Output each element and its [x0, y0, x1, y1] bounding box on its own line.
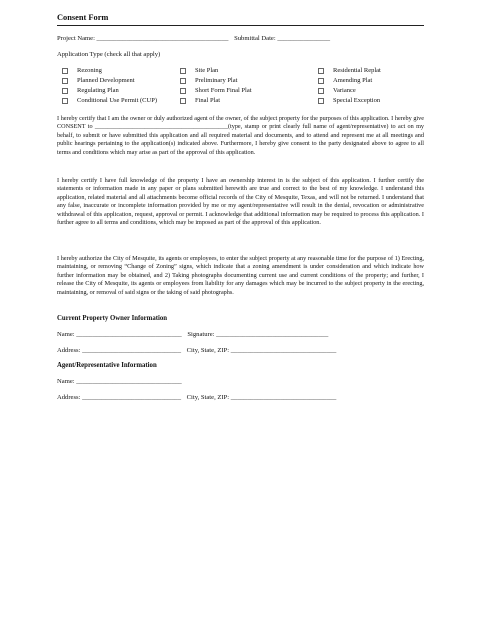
option-regulating-plan[interactable] [62, 86, 157, 96]
owner-address-field[interactable]: Address: ______________________________ [57, 347, 181, 354]
option-label: Rezoning [77, 67, 102, 74]
application-type-column-1 [62, 66, 157, 106]
authorization-paragraph: I hereby authorize the City of Mesquite, its agents or employees, to enter the subject property at any reasonable time for the purpose of 1) Erecting, maintaining, or removing “Change of Zoning” signs, which indicate that a zoning amendment is under consideration and which indicate how further information may be obtained, and 2) Taking photographs documenting current use and current conditions of the property; and further, I release the City of Mesquite, its agents or employees from liability for any damages which may be incurred to the subject property in the erecting, maintaining, or removal of said signs or the taking of said photographs. [57, 255, 424, 296]
agent-row-2 [57, 394, 336, 402]
option-label: Amending Plat [333, 77, 373, 84]
option-label: Special Exception [333, 97, 381, 104]
option-planned-development[interactable] [62, 76, 157, 86]
checkbox[interactable] [62, 68, 68, 74]
checkbox[interactable] [180, 68, 186, 74]
option-residential-replat[interactable] [318, 66, 381, 76]
option-label: Site Plan [195, 67, 219, 74]
option-label: Preliminary Plat [195, 77, 238, 84]
application-type-column-3 [318, 66, 381, 106]
checkbox[interactable] [318, 68, 324, 74]
title-bar [57, 13, 424, 26]
checkbox[interactable] [318, 88, 324, 94]
option-label: Regulating Plan [77, 87, 119, 94]
option-short-form-final-plat[interactable] [180, 86, 252, 96]
owner-name-field[interactable]: Name: ________________________________ [57, 331, 182, 338]
checkbox[interactable] [62, 88, 68, 94]
option-label: Short Form Final Plat [195, 87, 252, 94]
checkbox[interactable] [62, 98, 68, 104]
agent-name-field[interactable]: Name: ________________________________ [57, 378, 182, 385]
option-preliminary-plat[interactable] [180, 76, 252, 86]
application-type-label: Application Type (check all that apply) [57, 51, 161, 58]
certification-paragraph: I hereby certify I have full knowledge of the property I have an ownership interest in is the subject of this application. I further certify the statements or information made in any paper or plans submitted herewith are true and correct to the best of my knowledge. I understand this application, related material and all attachments become official records of the City of Mesquite, Texas, and will not be returned. I understand that any false, inaccurate or incomplete information provided by me or my agent/representative will result in the denial, revocation or administrative withdrawal of this application, request, approval or permit. I acknowledge that additional information may be required to process this application. I further agree to all terms and conditions, which may be imposed as part of the approval of this application. [57, 177, 424, 227]
option-label: Variance [333, 87, 356, 94]
project-name-field[interactable]: Project Name: ________________________________________ [57, 35, 229, 42]
checkbox[interactable] [180, 88, 186, 94]
project-info-row [57, 35, 330, 43]
consent-paragraph: I hereby certify that I am the owner or duly authorized agent of the owner, of the subject property for the purposes of this application. I hereby give CONSENT to ___________________________________________(type, stamp or print clearly full name of agent/representative) to act on my behalf, to submit or have submitted this application and all required material and documents, and to attend and represent me at all meetings and public hearings pertaining to the application(s) indicated above. Furthermore, I hereby give consent to the party designated above to agree to all terms and conditions which may arise as part of the approval of this application. [57, 115, 424, 156]
option-label: Residential Replat [333, 67, 381, 74]
agent-address-field[interactable]: Address: ______________________________ [57, 394, 181, 401]
agent-section-heading: Agent/Representative Information [57, 362, 157, 369]
checkbox[interactable] [318, 78, 324, 84]
application-type-column-2 [180, 66, 252, 106]
option-special-exception[interactable] [318, 96, 381, 106]
option-variance[interactable] [318, 86, 381, 96]
option-amending-plat[interactable] [318, 76, 381, 86]
owner-section-heading: Current Property Owner Information [57, 315, 168, 322]
form-title: Consent Form [57, 13, 109, 22]
option-label: Final Plat [195, 97, 221, 104]
checkbox[interactable] [62, 78, 68, 84]
owner-signature-field[interactable]: Signature: __________________________________ [187, 331, 329, 338]
agent-city-state-zip-field[interactable]: City, State, ZIP: ________________________________ [186, 394, 337, 401]
option-cup[interactable] [62, 96, 157, 106]
option-label: Planned Development [77, 77, 135, 84]
option-final-plat[interactable] [180, 96, 252, 106]
checkbox[interactable] [180, 98, 186, 104]
option-rezoning[interactable] [62, 66, 157, 76]
option-site-plan[interactable] [180, 66, 252, 76]
owner-row-1 [57, 331, 328, 339]
checkbox[interactable] [318, 98, 324, 104]
owner-row-2 [57, 347, 336, 355]
submittal-date-field[interactable]: Submittal Date: ________________ [234, 35, 331, 42]
checkbox[interactable] [180, 78, 186, 84]
option-label: Conditional Use Permit (CUP) [77, 97, 157, 104]
owner-city-state-zip-field[interactable]: City, State, ZIP: ________________________________ [186, 347, 337, 354]
